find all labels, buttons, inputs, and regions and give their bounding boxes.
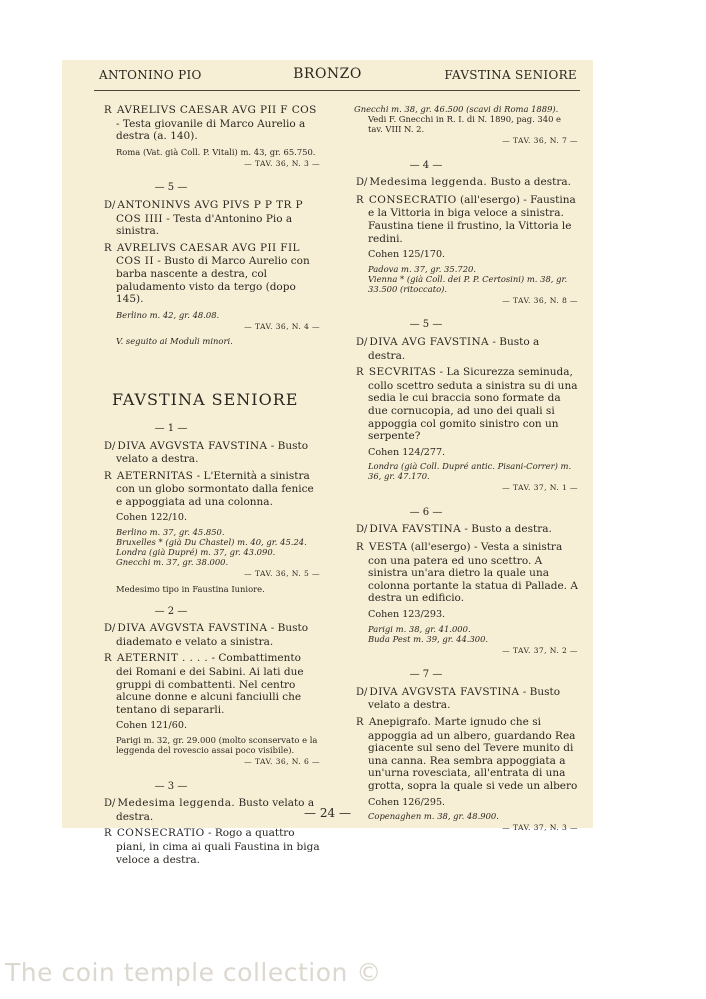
entry-reverse [354,716,578,793]
legend: DIVA AVGVSTA FAVSTINA [117,439,268,452]
legend: VESTA [368,541,408,554]
description: - Busto velato a destra. [116,439,309,466]
plate-reference: — TAV. 37, N. 1 — [502,483,578,493]
entry-reverse [354,194,578,245]
cohen-reference: Cohen 121/60. [116,720,188,732]
plate-reference: — TAV. 37, N. 2 — [502,645,578,655]
entry-number: — 3 — [154,780,188,792]
legend: AETERNIT . . . . [116,652,209,665]
entry-obverse [102,199,320,238]
provenance: Copenaghen m. 38, gr. 48.900. [368,811,499,822]
description: - Combattimento dei Romani e dei Sabini. Ai lati due gruppi di combattenti. Nel centro alcune donne e alcuni fanciulli che tentano di separarli. [116,652,304,716]
obverse-symbol: D/ [104,623,116,635]
provenance: Londra (già Dupré) m. 37, gr. 43.090. [116,547,276,558]
header-center: BRONZO [293,66,362,82]
obverse-symbol: D/ [104,199,116,211]
legend: ANTONINVS AVG PIVS P P TR P COS IIII [116,198,304,225]
description: - Busto velato a destra. [368,685,561,712]
header-rule [94,90,580,91]
legend: AVRELIVS CAESAR AVG PII FIL COS II [116,241,300,268]
description: (all'esergo) - Vesta a sinistra con una patera ed uno scettro. A sinistra un'ara dietro la quale una colonna portante la statua di Pallade. A destra un edificio. [368,541,578,605]
description: - Testa d'Antonino Pio a sinistra. [116,212,293,238]
plate-reference: — TAV. 36, N. 5 — [244,569,320,579]
obverse-symbol: D/ [356,524,368,536]
description: Busto velato a destra. [116,797,315,823]
provenance: Gnecchi m. 37, gr. 38.000. [116,557,229,568]
legend: Anepigrafo. [368,716,431,728]
right-column [354,104,578,838]
description: - Testa giovanile di Marco Aurelio a destra (a. 140). [116,117,306,143]
obverse-symbol: D/ [356,177,368,189]
cohen-reference: Cohen 125/170. [368,249,446,261]
plate-reference: — TAV. 36, N. 8 — [502,295,578,305]
entry-number: — 1 — [154,422,188,434]
reverse-symbol: R [356,542,364,554]
obverse-symbol: D/ [104,798,116,810]
reverse-symbol: R [104,828,112,840]
entry-number: — 5 — [409,319,443,331]
description: Busto a destra. [487,176,571,189]
entry-reverse [102,470,320,509]
plate-reference: — TAV. 36, N. 6 — [244,757,320,766]
plate-reference: — TAV. 37, N. 3 — [502,823,578,833]
description: - Busto di Marco Aurelio con barba nascente a destra, col paludamento visto da tergo (dopo 145). [116,255,310,306]
cohen-reference: Cohen 122/10. [116,512,188,524]
entry-reverse [102,652,320,716]
legend: AETERNITAS [116,469,194,482]
entry-obverse [354,686,578,712]
description: - Busto a destra. [461,523,552,536]
legend: DIVA AVGVSTA FAVSTINA [369,685,520,698]
legend: SECVRITAS [368,366,437,379]
note: Vedi F. Gnecchi in R. I. di N. 1890, pag. 340 e tav. VIII N. 2. [368,114,562,134]
legend: DIVA FAVSTINA [369,523,462,536]
entry-obverse [102,440,320,466]
description: Marte ignudo che si appoggia ad un albero, guardando Rea giacente sul seno del Tevere munito di una canna. Rea sembra appoggiata a un'urna rovesciata, all'entrata di una grotta, sopra la quale si vede un albero [368,716,578,792]
note: V. seguito ai Moduli minori. [116,336,233,347]
entry-number: — 7 — [409,669,443,681]
provenance: Padova m. 37, gr. 35.720. [368,263,477,274]
entry-reverse [354,541,578,605]
provenance: Berlino m. 42, gr. 48.08. [116,309,220,320]
plate-reference: — TAV. 36, N. 7 — [502,136,578,145]
entry-obverse [354,336,578,362]
legend: DIVA AVGVSTA FAVSTINA [117,622,268,635]
provenance: Berlino m. 37, gr. 45.850. [116,527,225,538]
entry-number: — 2 — [154,605,188,617]
provenance: Buda Pest m. 39, gr. 44.300. [368,633,489,644]
obverse-symbol: D/ [356,336,368,348]
description: - Rogo a quattro piani, in cima ai quali Faustina in biga veloce a destra. [116,827,320,866]
entry-reverse [102,242,320,306]
description: (all'esergo) - Faustina e la Vittoria in biga veloce a sinistra. Faustina tiene il frustino, la Vittoria le redini. [368,193,576,245]
description: - Busto a destra. [368,335,540,362]
reverse-symbol: R [356,194,364,206]
plate-reference: — TAV. 36, N. 3 — [244,158,320,168]
description: - L'Eternità a sinistra con un globo sormontato dalla fenice e appoggiata ad una colonna. [116,469,314,508]
legend: CONSECRATIO [116,827,205,840]
reverse-symbol: R [104,242,112,254]
legend: CONSECRATIO [368,193,457,206]
catalogue-page [62,60,593,866]
reverse-symbol: R [356,367,364,379]
page-number: — 24 — [304,806,351,820]
note: Medesimo tipo in Faustina Iuniore. [116,583,265,594]
header-left: ANTONINO PIO [99,68,202,82]
obverse-symbol: D/ [104,440,116,452]
reverse-symbol: R [104,470,112,482]
cohen-reference: Cohen 123/293. [368,609,446,621]
entry-reverse [102,827,320,866]
legend: DIVA AVG FAVSTINA [369,335,490,348]
provenance: Gnecchi m. 38, gr. 46.500 (scavi di Roma 1889). [354,104,559,114]
legend: AVRELIVS CAESAR AVG PII F COS [116,104,317,116]
provenance: Roma (Vat. già Coll. P. Vitali) m. 43, gr. 65.750. [116,146,316,157]
description: - La Sicurezza seminuda, collo scettro seduta a sinistra su di una sedia le cui braccia sono formate da due cornucopia, ad uno dei quali si appoggia col gomito sinistro con un serpente? [368,366,578,443]
legend: Medesima leggenda. [369,176,488,189]
left-column [102,104,320,870]
entry-obverse [354,523,578,537]
legend: Medesima leggenda. [117,797,236,810]
obverse-symbol: D/ [356,686,368,698]
reverse-symbol: R [104,105,112,116]
entry-reverse [354,366,578,443]
reverse-symbol: R [356,717,364,728]
provenance: Bruxelles * (già Du Chastel) m. 40, gr. 45.24. [116,537,307,548]
provenance: Parigi m. 38, gr. 41.000. [368,623,471,634]
header-right: FAVSTINA SENIORE [444,68,577,82]
entry-reverse [102,104,320,143]
entry-number: — 6 — [409,506,443,518]
watermark-caption: The coin temple collection © [5,958,382,987]
cohen-reference: Cohen 124/277. [368,446,446,458]
entry-obverse [354,176,578,190]
entry-number: — 5 — [154,182,188,194]
provenance: Londra (già Coll. Dupré antic. Pisani-Correr) m. 36, gr. 47.170. [368,461,572,482]
reverse-symbol: R [104,653,112,665]
plate-reference: — TAV. 36, N. 4 — [244,321,320,331]
description: - Busto diademato e velato a sinistra. [116,622,309,648]
entry-obverse [102,622,320,648]
entry-number: — 4 — [409,159,443,171]
provenance: Parigi m. 32, gr. 29.000 (molto sconservato e la leggenda del rovescio assai poco visibile). [116,735,318,755]
provenance: Vienna * (già Coll. dei P. P. Certosini) m. 38, gr. 33.500 (ritoccato). [368,273,568,294]
section-title: FAVSTINA SENIORE [112,390,299,410]
cohen-reference: Cohen 126/295. [368,796,446,808]
